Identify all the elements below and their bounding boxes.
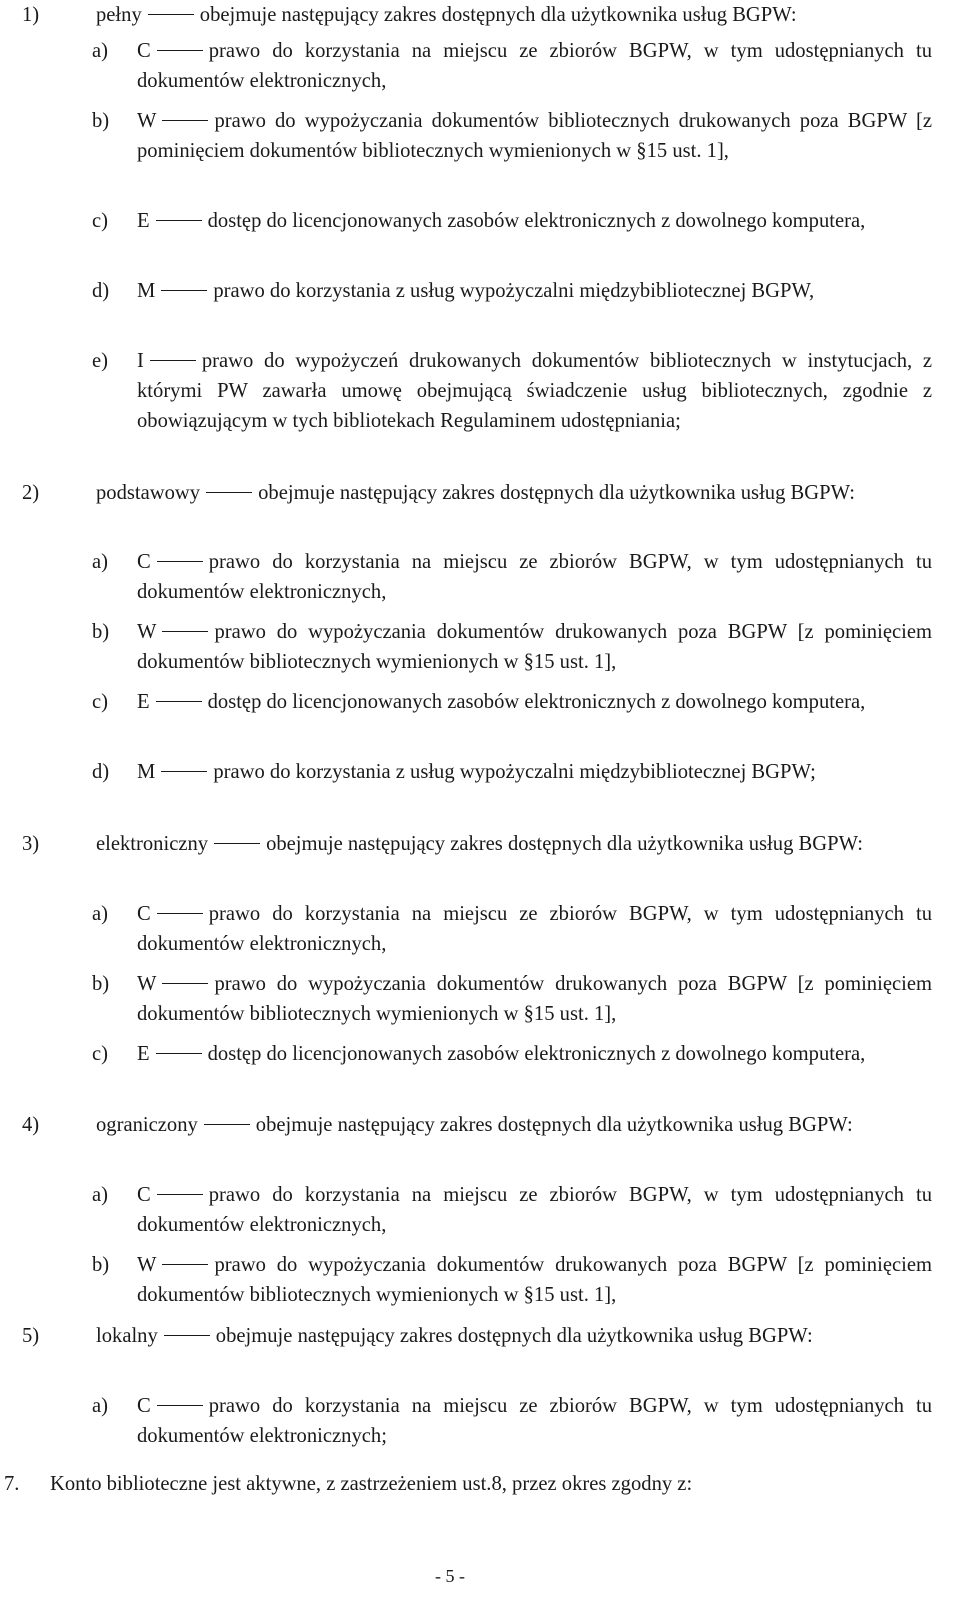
- service-text: dostęp do licencjonowanych zasobów elektronicznych z dowolnego komputera,: [207, 691, 866, 713]
- account-type-name: elektroniczny: [96, 833, 209, 855]
- em-dash: [204, 1124, 250, 1125]
- service-item: [92, 757, 960, 787]
- service-code: W: [137, 110, 157, 132]
- service-text: prawo do wypożyczania dokumentów drukowanych poza BGPW [z pominięciem dokumentów bibliotecznych wymienionych w §15 ust. 1],: [137, 1254, 932, 1306]
- account-type-desc: obejmuje następujący zakres dostępnych dla użytkownika usług BGPW:: [266, 833, 863, 855]
- service-label: a): [92, 1395, 108, 1417]
- account-type-name: ograniczony: [96, 1114, 198, 1136]
- service-label: d): [92, 280, 110, 302]
- service-text: prawo do wypożyczania dokumentów bibliotecznych drukowanych poza BGPW [z pominięciem dokumentów bibliotecznych wymienionych w §15 ust. 1],: [137, 110, 932, 162]
- em-dash: [157, 50, 203, 51]
- item-label: 1): [22, 4, 40, 26]
- service-label: b): [92, 1254, 110, 1276]
- service-code: W: [137, 621, 157, 643]
- em-dash: [157, 1194, 203, 1195]
- em-dash: [214, 843, 260, 844]
- item-label: 3): [22, 833, 40, 855]
- service-code: W: [137, 1254, 157, 1276]
- em-dash: [162, 631, 208, 632]
- service-label: b): [92, 110, 110, 132]
- service-label: a): [92, 903, 108, 925]
- service-code: E: [137, 691, 150, 713]
- service-item: [92, 969, 960, 1029]
- service-code: E: [137, 1043, 150, 1065]
- em-dash: [156, 701, 202, 702]
- account-type-desc: obejmuje następujący zakres dostępnych dla użytkownika usług BGPW:: [255, 1114, 853, 1136]
- service-code: I: [137, 350, 144, 372]
- em-dash: [156, 1053, 202, 1054]
- account-type-item: [22, 0, 960, 30]
- service-label: b): [92, 973, 110, 995]
- account-type-desc: obejmuje następujący zakres dostępnych dla użytkownika usług BGPW:: [215, 1325, 813, 1347]
- em-dash: [157, 1405, 203, 1406]
- service-text: prawo do korzystania na miejscu ze zbiorów BGPW, w tym udostępnianych tu dokumentów elektronicznych,: [137, 551, 932, 603]
- service-code: C: [137, 1184, 151, 1206]
- account-type-name: podstawowy: [96, 482, 201, 504]
- account-type-item: [22, 1321, 960, 1351]
- page-number: - 5 -: [435, 1566, 465, 1586]
- service-label: a): [92, 551, 108, 573]
- service-text: prawo do korzystania na miejscu ze zbiorów BGPW, w tym udostępnianych tu dokumentów elektronicznych;: [137, 1395, 932, 1447]
- em-dash: [162, 1264, 208, 1265]
- em-dash: [161, 290, 207, 291]
- service-label: a): [92, 40, 108, 62]
- service-text: prawo do korzystania z usług wypożyczalni międzybibliotecznej BGPW;: [213, 761, 816, 783]
- service-code: C: [137, 903, 151, 925]
- service-item: [92, 1039, 960, 1069]
- item-label: 2): [22, 482, 40, 504]
- item-label: 4): [22, 1114, 40, 1136]
- account-type-item: [22, 1110, 960, 1140]
- service-label: a): [92, 1184, 108, 1206]
- item-label: 5): [22, 1325, 40, 1347]
- account-type-name: lokalny: [96, 1325, 158, 1347]
- service-item: [92, 547, 960, 607]
- service-item: [92, 1180, 960, 1240]
- service-item: [92, 687, 960, 717]
- account-type-desc: obejmuje następujący zakres dostępnych dla użytkownika usług BGPW:: [258, 482, 855, 504]
- service-item: [92, 617, 960, 677]
- service-code: W: [137, 973, 157, 995]
- service-item: [92, 346, 960, 436]
- service-label: c): [92, 1043, 108, 1065]
- service-label: c): [92, 691, 108, 713]
- service-item: [92, 899, 960, 959]
- service-text: prawo do korzystania z usług wypożyczalni międzybibliotecznej BGPW,: [213, 280, 815, 302]
- section-number: 7.: [4, 1473, 20, 1495]
- em-dash: [157, 913, 203, 914]
- service-code: M: [137, 280, 156, 302]
- service-text: prawo do wypożyczeń drukowanych dokumentów bibliotecznych w instytucjach, z którymi PW zawarła umowę obejmującą świadczenie usług bibliotecznych, zgodnie z obowiązującym w tych bibliotekach Regulaminem udostępniania;: [137, 350, 932, 432]
- em-dash: [150, 360, 196, 361]
- account-type-item: [22, 478, 960, 508]
- service-code: E: [137, 210, 150, 232]
- em-dash: [161, 771, 207, 772]
- section-7: [4, 1469, 944, 1499]
- em-dash: [164, 1335, 210, 1336]
- account-type-desc: obejmuje następujący zakres dostępnych dla użytkownika usług BGPW:: [199, 4, 797, 26]
- service-text: prawo do korzystania na miejscu ze zbiorów BGPW, w tym udostępnianych tu dokumentów elektronicznych,: [137, 903, 932, 955]
- service-text: dostęp do licencjonowanych zasobów elektronicznych z dowolnego komputera,: [207, 210, 866, 232]
- em-dash: [162, 120, 208, 121]
- account-type-name: pełny: [96, 4, 142, 26]
- service-text: dostęp do licencjonowanych zasobów elektronicznych z dowolnego komputera,: [207, 1043, 866, 1065]
- service-text: prawo do korzystania na miejscu ze zbiorów BGPW, w tym udostępnianych tu dokumentów elektronicznych,: [137, 1184, 932, 1236]
- service-code: C: [137, 1395, 151, 1417]
- service-item: [92, 276, 960, 306]
- em-dash: [162, 983, 208, 984]
- service-item: [92, 206, 960, 236]
- em-dash: [148, 14, 194, 15]
- service-item: [92, 106, 960, 166]
- service-item: [92, 36, 960, 96]
- service-code: M: [137, 761, 156, 783]
- em-dash: [157, 561, 203, 562]
- service-label: e): [92, 350, 108, 372]
- em-dash: [156, 220, 202, 221]
- section-text: Konto biblioteczne jest aktywne, z zastrzeżeniem ust.8, przez okres zgodny z:: [50, 1473, 693, 1495]
- service-label: d): [92, 761, 110, 783]
- service-item: [92, 1250, 960, 1310]
- service-label: c): [92, 210, 108, 232]
- service-text: prawo do korzystania na miejscu ze zbiorów BGPW, w tym udostępnianych tu dokumentów elektronicznych,: [137, 40, 932, 92]
- em-dash: [206, 492, 252, 493]
- service-item: [92, 1391, 960, 1451]
- service-code: C: [137, 551, 151, 573]
- service-label: b): [92, 621, 110, 643]
- account-type-item: [22, 829, 960, 859]
- service-text: prawo do wypożyczania dokumentów drukowanych poza BGPW [z pominięciem dokumentów bibliotecznych wymienionych w §15 ust. 1],: [137, 973, 932, 1025]
- service-text: prawo do wypożyczania dokumentów drukowanych poza BGPW [z pominięciem dokumentów bibliotecznych wymienionych w §15 ust. 1],: [137, 621, 932, 673]
- service-code: C: [137, 40, 151, 62]
